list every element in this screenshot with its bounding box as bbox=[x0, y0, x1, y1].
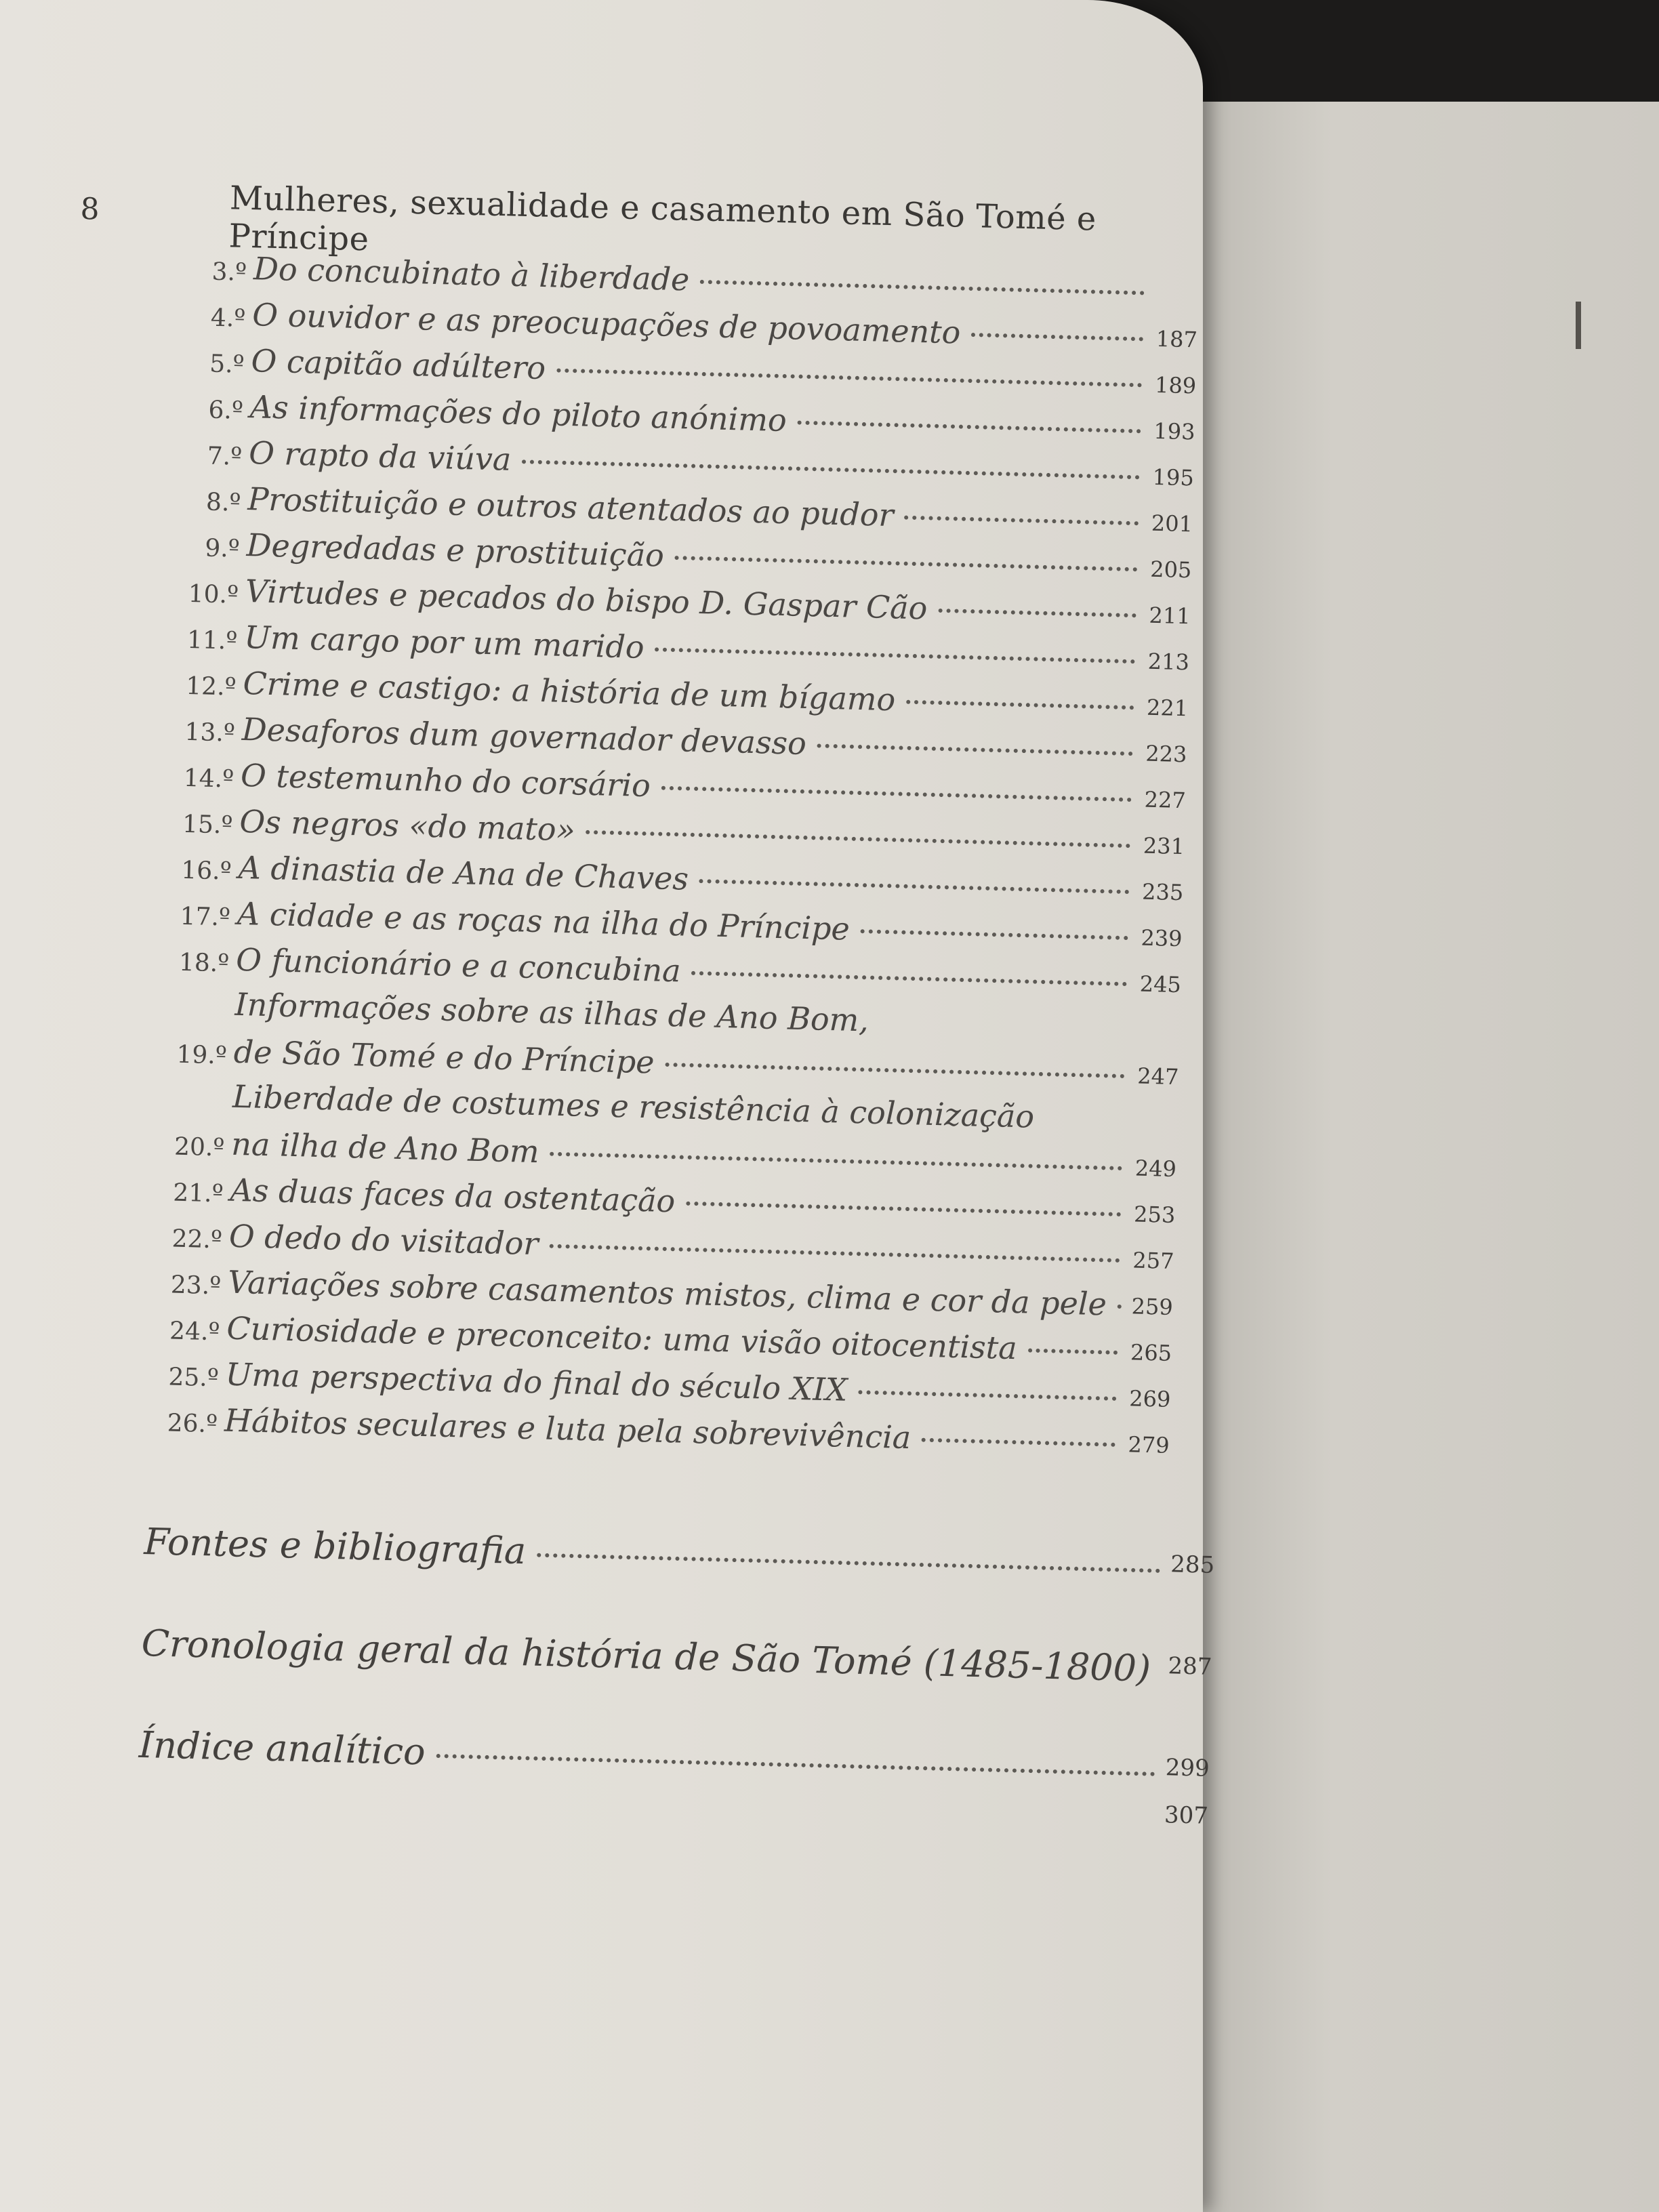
dot-leader bbox=[686, 1202, 1121, 1216]
toc-entry-number: 10.º bbox=[188, 579, 239, 609]
toc-entry-title: Crime e castigo: a história de um bígamo bbox=[242, 664, 896, 718]
dot-leader bbox=[665, 1063, 1124, 1078]
toc-entry-number: 19.º bbox=[176, 1040, 228, 1070]
toc-entry-title: Liberdade de costumes e resistência à colonização bbox=[232, 1078, 1035, 1135]
toc-entry-title: A cidade e as roças na ilha do Príncipe bbox=[237, 895, 851, 947]
toc-entry-page: 231 bbox=[1143, 832, 1185, 860]
toc-entry-title: Um cargo por um marido bbox=[243, 618, 645, 665]
toc-entry-number: 3.º bbox=[211, 258, 247, 287]
dot-leader bbox=[817, 743, 1133, 756]
dot-leader bbox=[522, 459, 1140, 479]
back-matter-page: 285 bbox=[1170, 1551, 1215, 1579]
back-matter-line bbox=[138, 1723, 1162, 1792]
toc-entry-page: 259 bbox=[1131, 1293, 1174, 1320]
toc-entry-number: 24.º bbox=[169, 1317, 220, 1347]
toc-entry-number: 13.º bbox=[184, 718, 236, 747]
toc-entry-title: A dinastia de Ana de Chaves bbox=[238, 848, 689, 897]
dot-leader bbox=[655, 647, 1134, 663]
toc-entry-page: 269 bbox=[1128, 1385, 1171, 1412]
back-matter-title: Cronologia geral da história de São Tomé (1485-1800) bbox=[141, 1621, 1151, 1690]
toc-entry-number: 20.º bbox=[173, 1132, 225, 1162]
dot-leader bbox=[971, 333, 1143, 341]
dot-leader bbox=[861, 929, 1128, 940]
toc-entry-page: 205 bbox=[1149, 556, 1192, 583]
toc-entry-page: 221 bbox=[1146, 694, 1189, 722]
toc-entry-title: O dedo do visitador bbox=[228, 1217, 539, 1263]
toc-entry-page: 201 bbox=[1151, 510, 1193, 537]
toc-entry-number: 11.º bbox=[186, 626, 238, 655]
toc-entry-number: 25.º bbox=[167, 1363, 220, 1393]
toc-entry-number: 6.º bbox=[208, 396, 244, 425]
facing-page-text-fragment bbox=[1576, 302, 1581, 349]
toc-entry-title: O testemunho do corsário bbox=[240, 756, 651, 804]
dot-leader bbox=[904, 516, 1139, 526]
toc-entry-page: 265 bbox=[1130, 1339, 1172, 1366]
toc-entry-title: Desaforos dum governador devasso bbox=[241, 710, 807, 762]
back-matter-line bbox=[141, 1622, 1165, 1690]
toc-entry-page: 249 bbox=[1134, 1155, 1177, 1183]
toc-entry-title: As duas faces da ostentação bbox=[230, 1171, 676, 1220]
toc-entry-page: 211 bbox=[1149, 602, 1191, 630]
toc-entry-number: 4.º bbox=[210, 304, 246, 333]
dot-leader bbox=[556, 369, 1142, 388]
toc-entry-title: Hábitos seculares e luta pela sobrevivência bbox=[224, 1401, 912, 1456]
toc-entry-title: Virtudes e pecados do bispo D. Gaspar Cão bbox=[245, 573, 928, 627]
toc-entry-title: Prostituição e outros atentados ao pudor bbox=[247, 480, 895, 534]
dot-leader bbox=[537, 1553, 1160, 1573]
dot-leader bbox=[691, 971, 1127, 986]
toc-entry-number: 14.º bbox=[183, 764, 234, 794]
facing-page bbox=[1193, 102, 1659, 2212]
back-matter-page: 287 bbox=[1168, 1652, 1212, 1681]
dot-leader bbox=[906, 700, 1134, 710]
toc-entry-page: 257 bbox=[1132, 1247, 1174, 1274]
dot-leader bbox=[586, 830, 1130, 848]
trailing-page-number: 307 bbox=[1164, 1801, 1209, 1830]
toc-entry-number: 15.º bbox=[182, 810, 233, 840]
dot-leader bbox=[699, 879, 1129, 894]
toc-entry-title: Uma perspectiva do final do século XIX bbox=[225, 1355, 848, 1408]
toc-entry-title: O rapto da viúva bbox=[248, 434, 512, 478]
toc-entry-number: 26.º bbox=[167, 1409, 218, 1439]
table-of-contents bbox=[139, 244, 1226, 1469]
dot-leader bbox=[798, 421, 1141, 434]
back-matter-line bbox=[144, 1520, 1168, 1589]
toc-entry-page: 279 bbox=[1128, 1431, 1170, 1458]
toc-entry-page: 223 bbox=[1145, 740, 1187, 768]
toc-entry-number: 12.º bbox=[185, 672, 237, 701]
dot-leader bbox=[436, 1754, 1155, 1776]
toc-entry-page: 187 bbox=[1155, 325, 1198, 353]
toc-entry-page: 239 bbox=[1140, 924, 1183, 952]
back-matter-page: 299 bbox=[1165, 1754, 1210, 1782]
toc-entry-title-continued: de São Tomé e do Príncipe bbox=[233, 1033, 655, 1081]
toc-entry-title: As informações do piloto anónimo bbox=[249, 388, 787, 439]
toc-entry-number: 22.º bbox=[171, 1225, 223, 1254]
dot-leader bbox=[858, 1390, 1116, 1401]
toc-entry-number: 5.º bbox=[209, 350, 245, 379]
dot-leader bbox=[550, 1152, 1122, 1170]
toc-entry-title: Degredadas e prostituição bbox=[246, 527, 665, 574]
toc-entry-page: 193 bbox=[1153, 417, 1195, 445]
toc-entry-number: 16.º bbox=[180, 856, 232, 886]
toc-entry-number: 7.º bbox=[207, 442, 243, 471]
dot-leader bbox=[675, 556, 1138, 571]
toc-entry-number: 23.º bbox=[170, 1271, 222, 1300]
toc-entry-title: Variações sobre casamentos mistos, clima e cor da pele bbox=[227, 1263, 1107, 1323]
toc-entry-page: 245 bbox=[1139, 970, 1182, 998]
toc-entry-title: O capitão adúltero bbox=[251, 342, 546, 387]
page-number: 8 bbox=[79, 191, 100, 227]
toc-entry-title: O ouvidor e as preocupações de povoamento bbox=[251, 296, 962, 351]
toc-entry-title: Do concubinato à liberdade bbox=[253, 250, 690, 298]
toc-entry-number: 21.º bbox=[172, 1179, 224, 1208]
toc-entry-number: 9.º bbox=[204, 534, 241, 563]
dot-leader bbox=[1028, 1349, 1118, 1355]
toc-entry-title: Os negros «do mato» bbox=[239, 802, 576, 848]
toc-entry-number: 17.º bbox=[180, 902, 231, 932]
toc-entry-page: 227 bbox=[1144, 786, 1187, 814]
dot-leader bbox=[549, 1244, 1120, 1263]
dot-leader bbox=[700, 280, 1145, 295]
back-matter-title: Fontes e bibliografia bbox=[143, 1519, 527, 1573]
dot-leader bbox=[661, 786, 1132, 802]
toc-entry-page: 235 bbox=[1141, 878, 1184, 906]
running-title: Mulheres, sexualidade e casamento em São Tomé e Príncipe bbox=[228, 179, 1097, 259]
toc-entry-title-continued: na ilha de Ano Bom bbox=[230, 1125, 540, 1170]
toc-entry-title: Informações sobre as ilhas de Ano Bom, bbox=[234, 985, 869, 1039]
toc-entry-title: O funcionário e a concubina bbox=[235, 941, 682, 989]
toc-entry-page: 189 bbox=[1154, 371, 1197, 399]
toc-entry-page: 247 bbox=[1136, 1063, 1179, 1090]
toc-entry-page: 213 bbox=[1147, 648, 1190, 676]
toc-entry-number: 8.º bbox=[205, 488, 241, 517]
back-matter-title: Índice analítico bbox=[138, 1723, 426, 1774]
toc-entry-title: Curiosidade e preconceito: uma visão oitocentista bbox=[226, 1309, 1018, 1367]
toc-entry-page: 195 bbox=[1152, 464, 1195, 491]
toc-entry-page: 253 bbox=[1133, 1201, 1176, 1229]
dot-leader bbox=[922, 1438, 1115, 1447]
dot-leader bbox=[1118, 1305, 1119, 1309]
back-matter-list bbox=[137, 1477, 1244, 1858]
toc-entry-number: 18.º bbox=[178, 948, 230, 978]
dot-leader bbox=[938, 609, 1136, 617]
